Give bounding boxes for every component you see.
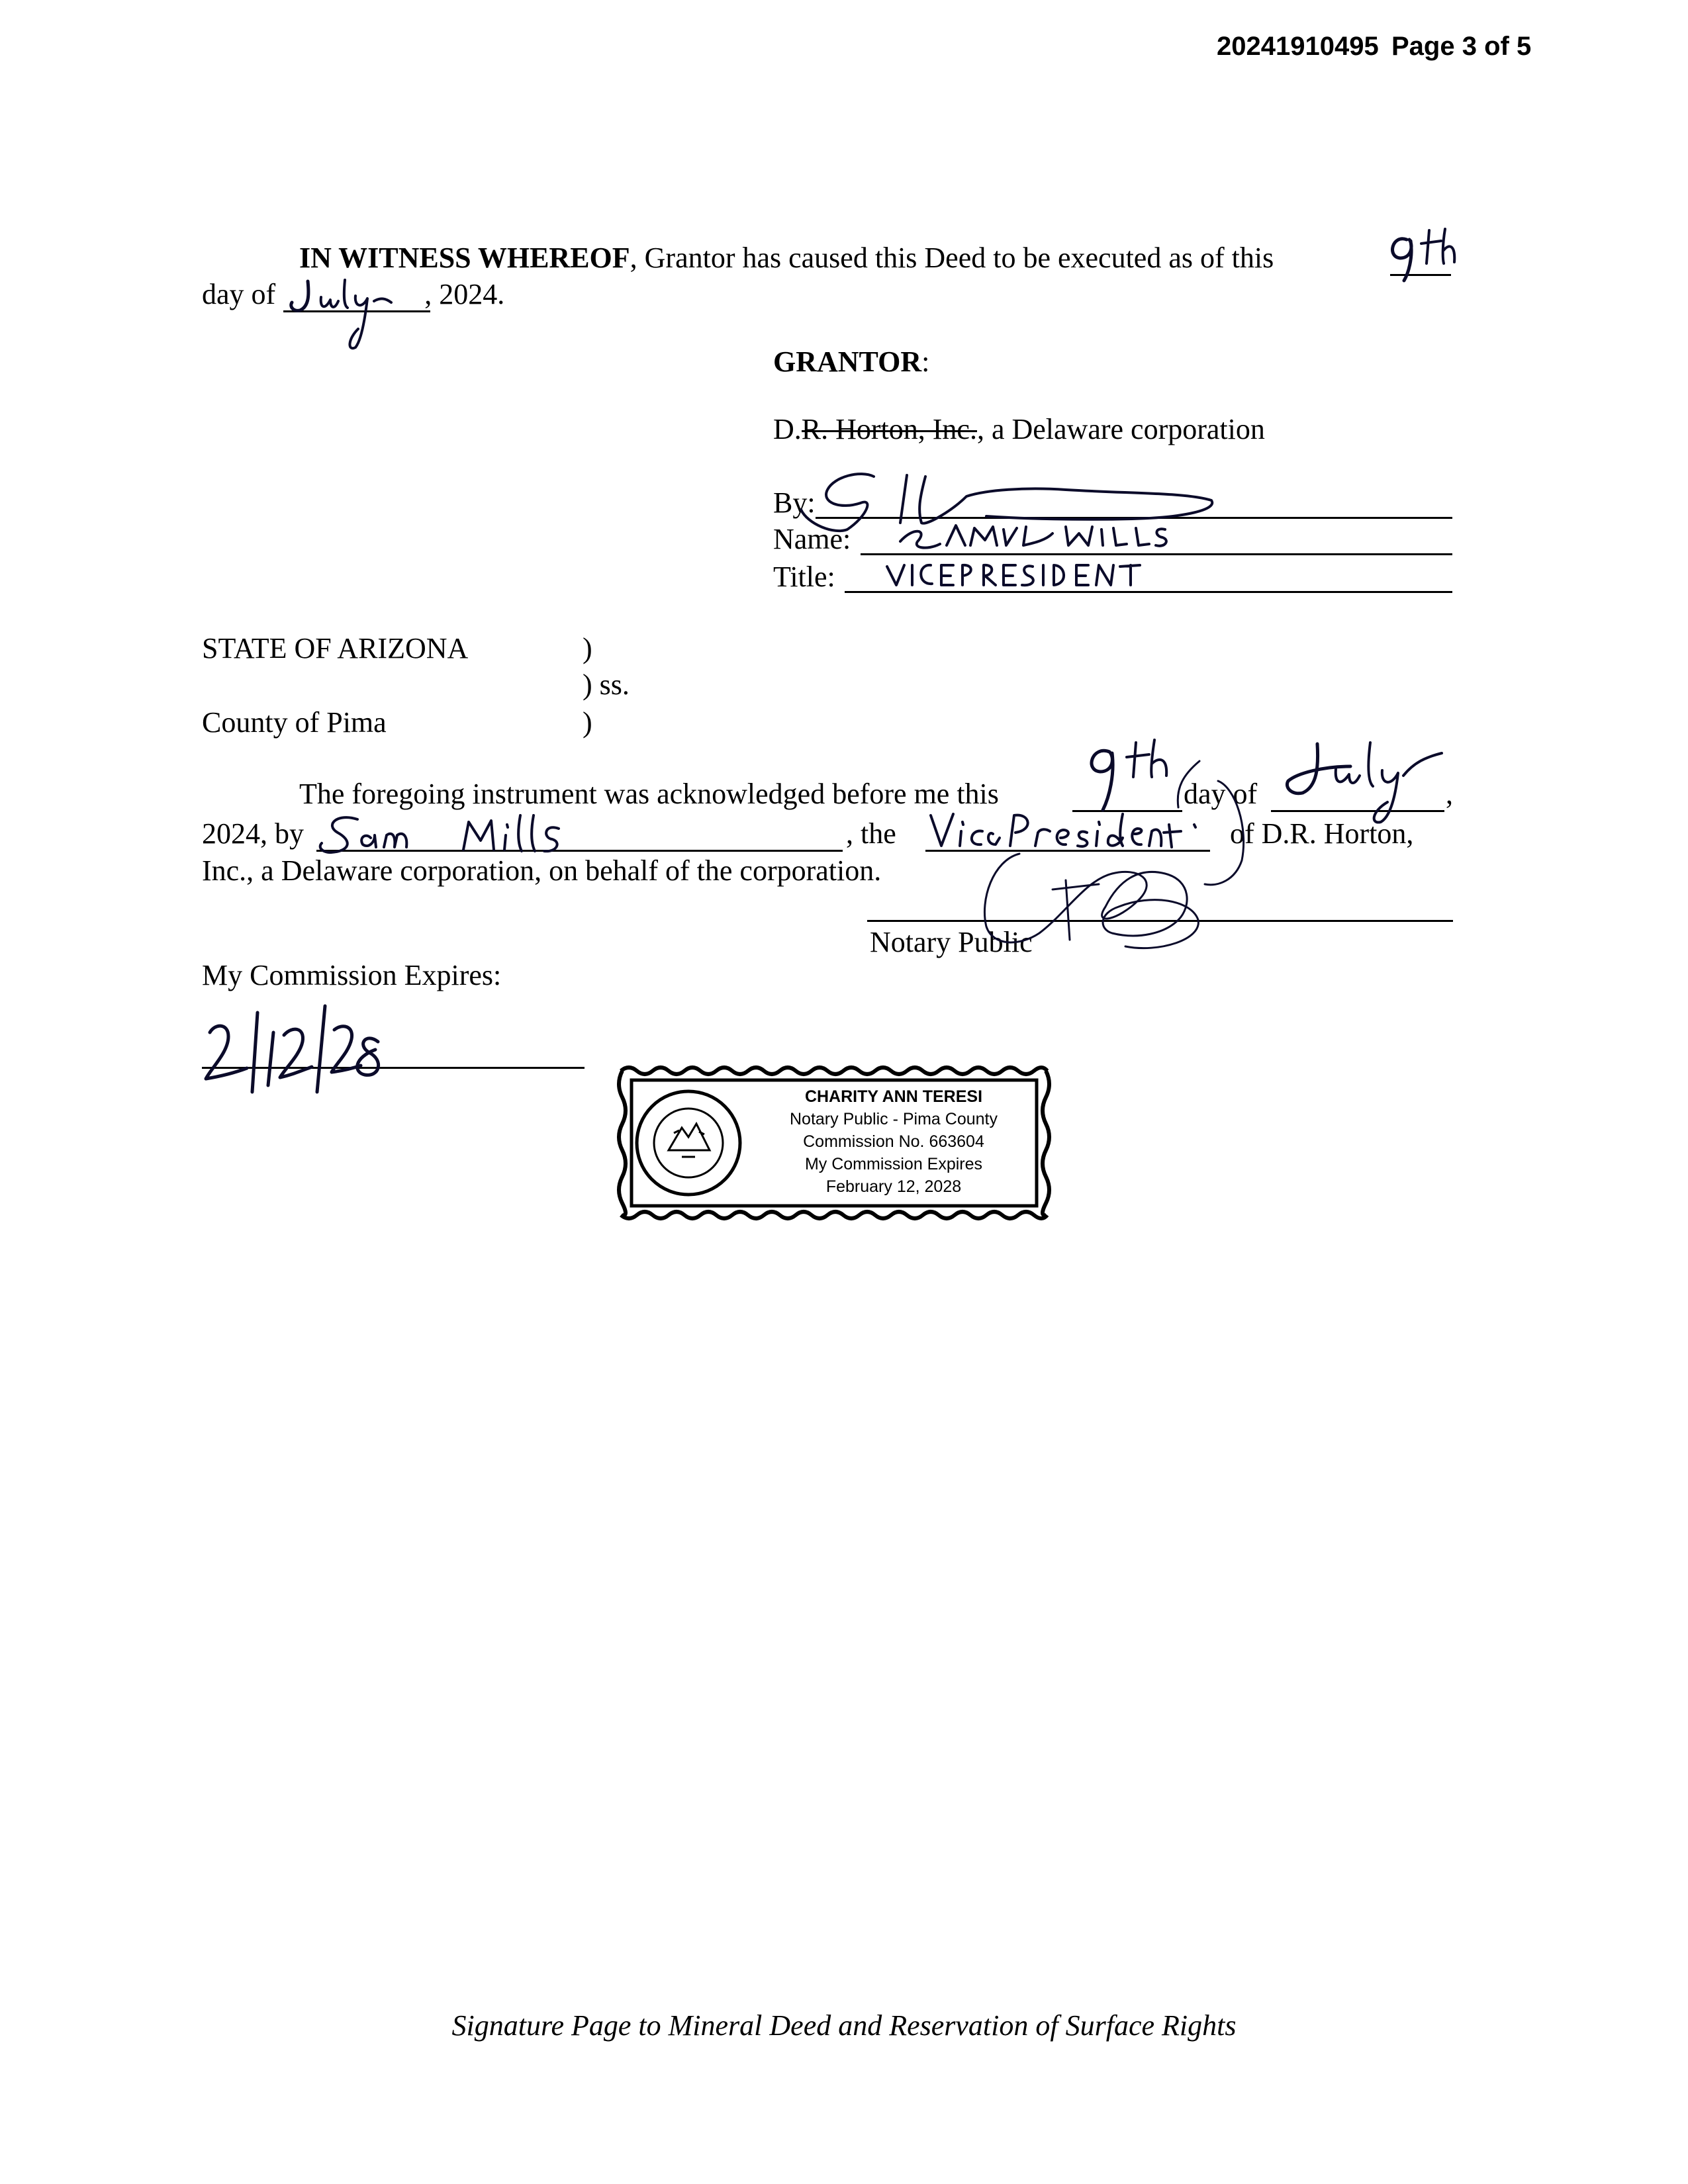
grantor-heading-text: GRANTOR bbox=[773, 345, 922, 378]
grantor-entity bbox=[773, 415, 1265, 444]
grantor-entity-prefix: D. bbox=[773, 413, 802, 445]
grantor-entity-struck: R. Horton, Inc. bbox=[801, 413, 977, 445]
notary-stamp-expires-date: February 12, 2028 bbox=[825, 1177, 962, 1196]
ack-line-1c: , bbox=[1446, 778, 1453, 810]
witness-day-handwriting bbox=[1380, 225, 1466, 285]
name-line bbox=[861, 553, 1452, 555]
venue-county: County of Pima bbox=[202, 706, 387, 739]
notary-stamp-text bbox=[748, 1085, 1039, 1198]
witness-lead: IN WITNESS WHEREOF bbox=[299, 242, 630, 274]
page-label: Page 3 of 5 bbox=[1391, 32, 1532, 61]
venue-paren-1: ) bbox=[583, 632, 592, 664]
document-number: 20241910495 bbox=[1217, 32, 1379, 61]
venue-ss: ) ss. bbox=[583, 668, 630, 701]
notary-stamp-commission-number: Commission No. 663604 bbox=[803, 1132, 984, 1151]
ack-line-1a: The foregoing instrument was acknowledged before me this bbox=[299, 778, 999, 810]
ack-line-2b: , the bbox=[846, 817, 896, 850]
grantor-name-handwriting bbox=[887, 514, 1185, 553]
witness-year: , 2024. bbox=[424, 278, 505, 310]
ack-line-3: Inc., a Delaware corporation, on behalf of the corporation. bbox=[202, 854, 882, 887]
witness-month-handwriting bbox=[281, 268, 434, 354]
ack-line-1b: day of bbox=[1184, 778, 1258, 810]
notary-stamp-expires-label: My Commission Expires bbox=[804, 1155, 983, 1173]
notary-stamp-name: CHARITY ANN TERESI bbox=[804, 1087, 983, 1106]
footer-caption: Signature Page to Mineral Deed and Reservation of Surface Rights bbox=[451, 2009, 1237, 2042]
grantor-entity-rest: , a Delaware corporation bbox=[976, 413, 1265, 445]
venue-state: STATE OF ARIZONA bbox=[202, 632, 469, 664]
commission-label: My Commission Expires: bbox=[202, 959, 502, 991]
notary-label: Notary Public bbox=[870, 926, 1033, 958]
ack-line-2a: 2024, by bbox=[202, 817, 304, 850]
commission-expires-handwriting bbox=[195, 986, 394, 1099]
grantor-title-handwriting bbox=[880, 556, 1192, 596]
ack-month-handwriting bbox=[1271, 733, 1456, 826]
witness-day-of: day of bbox=[202, 278, 276, 310]
name-label: Name: bbox=[773, 523, 851, 555]
notary-signature bbox=[940, 748, 1258, 966]
grantor-heading bbox=[773, 347, 929, 377]
ack-name-handwriting bbox=[311, 809, 655, 862]
witness-line-1 bbox=[299, 244, 1274, 273]
notary-stamp-county: Notary Public - Pima County bbox=[789, 1110, 998, 1128]
venue-paren-3: ) bbox=[583, 706, 592, 739]
by-label: By: bbox=[773, 486, 816, 519]
grantor-heading-colon: : bbox=[921, 345, 930, 378]
witness-text: , Grantor has caused this Deed to be executed as of this bbox=[630, 242, 1274, 274]
title-label: Title: bbox=[773, 561, 835, 593]
ack-line-2c: of D.R. Horton, bbox=[1230, 817, 1414, 850]
